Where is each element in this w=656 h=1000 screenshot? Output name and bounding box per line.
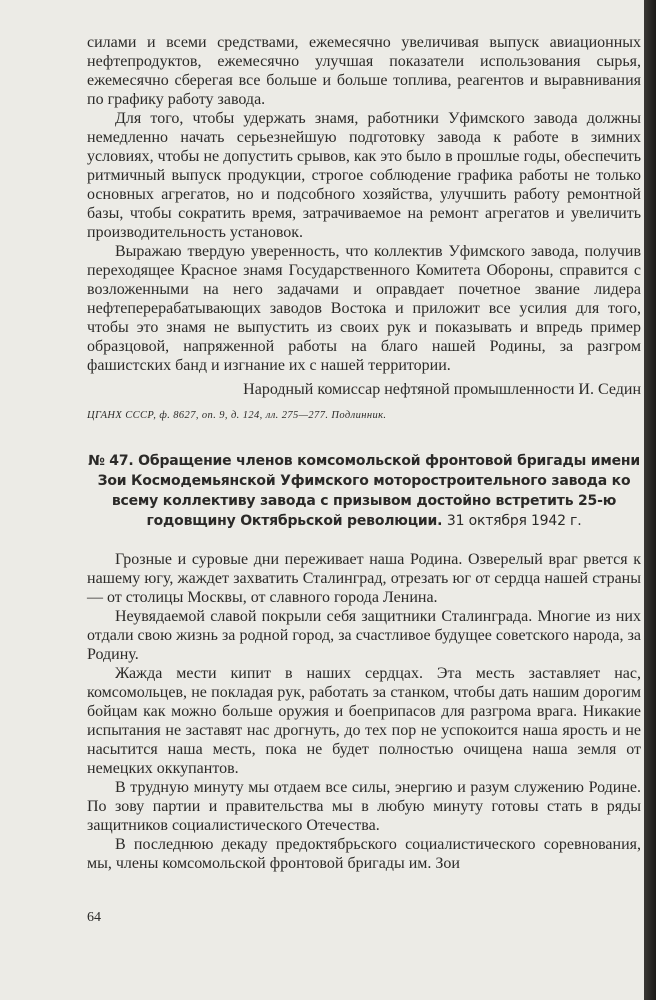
document-heading	[87, 451, 641, 531]
appeal-text	[87, 550, 641, 873]
appeal-paragraph: В трудную минуту мы отдаем все силы, энергию и разум служению Родине. По зову партии и правительства мы в любую минуту готовы стать в ряды защитников социалистического Отечества.	[87, 779, 641, 834]
paragraph-banner-preparation: Для того, чтобы удержать знамя, работники Уфимского завода должны немедленно начать серьезнейшую подготовку завода к работе в зимних условиях, чтобы не допустить срывов, как это было в прошлые годы, обеспечить ритмичный выпуск продукции, строгое соблюдение графика работы не только основных агрегатов, но и подсобного хозяйства, улучшить работу ремонтной базы, чтобы сократить время, затрачиваемое на ремонт агрегатов и увеличить производительность установок.	[87, 110, 641, 241]
appeal-paragraph: В последнюю декаду предоктябрьского социалистического соревнования, мы, члены комсомольской фронтовой бригады им. Зои	[87, 836, 641, 872]
appeal-paragraph: Жажда мести кипит в наших сердцах. Эта месть заставляет нас, комсомольцев, не покладая рук, работать за станком, чтобы дать нашим дорогим бойцам как можно больше оружия и боеприпасов для разгрома врага. Никакие испытания не заставят нас дрогнуть, до тех пор не успокоится наша ярость и не насытится наша месть, пока не будет полностью очищена наша земля от немецких оккупантов.	[87, 665, 641, 777]
archive-reference: ЦГАНХ СССР, ф. 8627, оп. 9, д. 124, лл. 275—277. Подлинник.	[87, 410, 387, 421]
page-number: 64	[87, 910, 101, 925]
appeal-paragraph: Неувядаемой славой покрыли себя защитники Сталинграда. Многие из них отдали свою жизнь за родной город, за счастливое будущее советского народа, за Родину.	[87, 608, 641, 663]
appeal-paragraph: Грозные и суровые дни переживает наша Родина. Озверелый враг рвется к нашему югу, жаждет захватить Сталинград, отрезать юг от сердца нашей страны — от столицы Москвы, от славного города Ленина.	[87, 551, 641, 606]
paragraph-continuation: силами и всеми средствами, ежемесячно увеличивая выпуск авиационных нефтепродуктов, ежемесячно улучшая показатели использования сырья, ежемесячно сберегая все больше и больше топлива, реагентов и выравнивания по графику работу завода.	[87, 34, 641, 108]
heading-title: № 47. Обращение членов комсомольской фронтовой бригады имени Зои Космодемьянской Уфимского моторостроительного завода ко всему коллективу завода с призывом достойно встретить 25-ю годовщину Октябрьской революции.	[87, 453, 641, 529]
heading-date: 31 октября 1942 г.	[446, 513, 582, 529]
page-text	[87, 33, 641, 873]
paragraph-confidence: Выражаю твердую уверенность, что коллектив Уфимского завода, получив переходящее Красное знамя Государственного Комитета Обороны, справится с возложенными на него задачами и оправдает почетное звание лидера нефтеперерабатывающих заводов Востока и приложит все усилия для того, чтобы это знамя не выпустить из своих рук и показывать и впредь пример образцовой, напряженной работы на благо нашей Родины, за разгром фашистских банд и изгнание их с нашей территории.	[87, 243, 641, 374]
book-edge	[644, 0, 656, 1000]
signature: Народный комиссар нефтяной промышленности И. Седин	[243, 381, 641, 398]
